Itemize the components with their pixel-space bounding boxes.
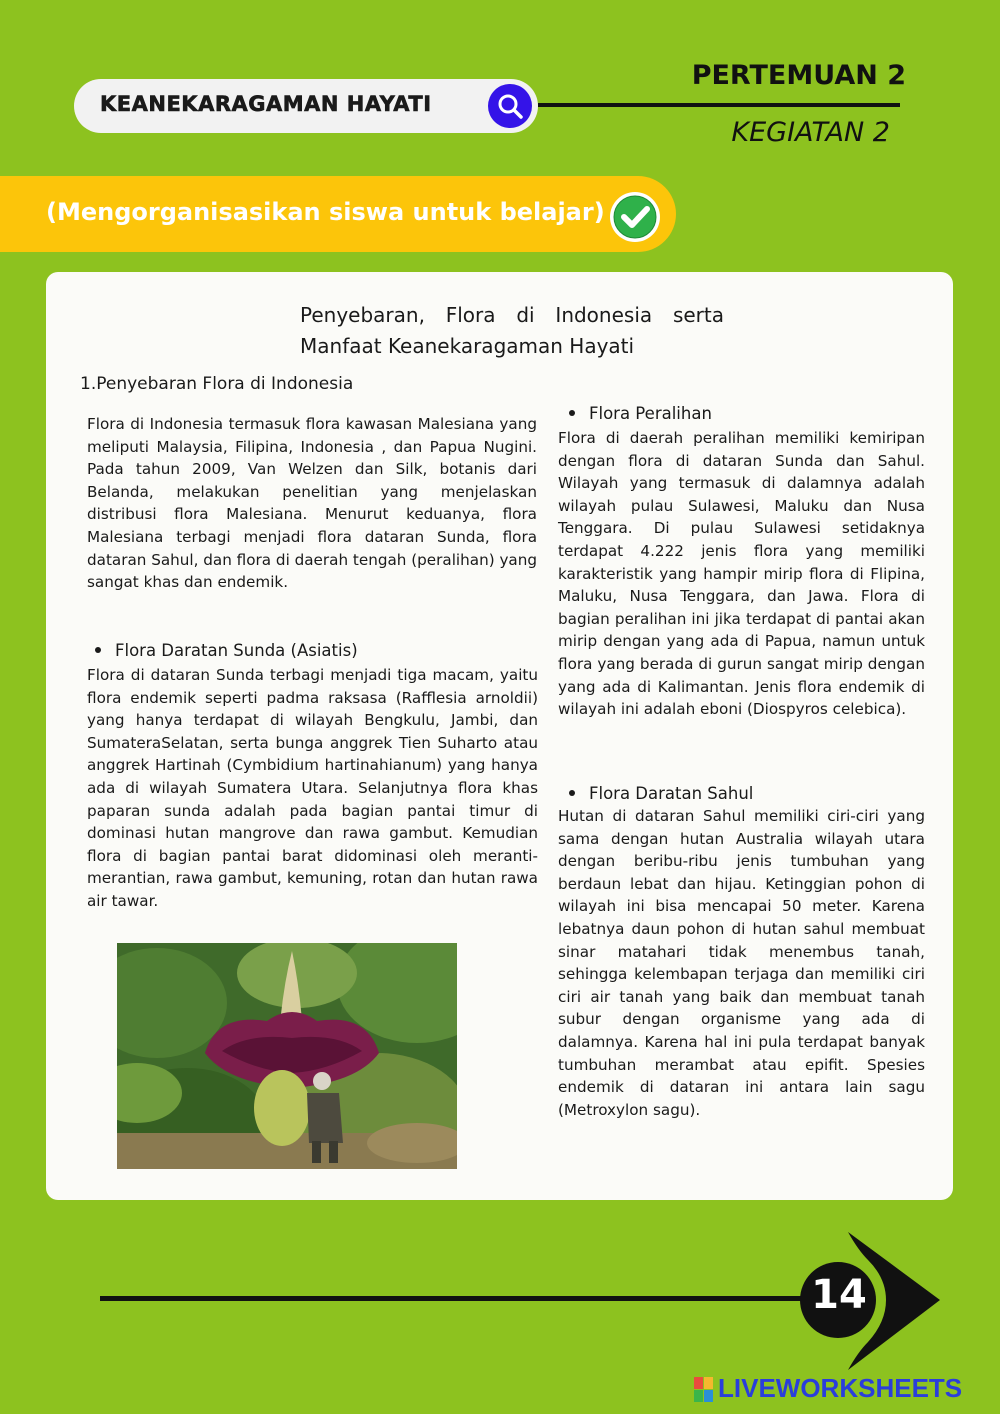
bullet-dot [569, 410, 575, 416]
section-heading: 1.Penyebaran Flora di Indonesia [80, 374, 354, 394]
page-number: 14 [811, 1272, 867, 1318]
header-divider [538, 103, 900, 107]
liveworksheets-logo-icon [694, 1377, 714, 1403]
phase-banner-text: (Mengorganisasikan siswa untuk belajar) [46, 198, 605, 226]
bullet-sunda [95, 641, 358, 660]
activity-label: KEGIATAN 2 [731, 117, 890, 148]
bullet-peralihan [569, 404, 712, 423]
topic-title: KEANEKARAGAMAN HAYATI [100, 92, 432, 116]
sunda-paragraph: Flora di dataran Sunda terbagi menjadi tiga macam, yaitu flora endemik seperti padma raksasa (Rafflesia arnoldii) yang hanya terdapat di wilayah Bengkulu, Jambi, dan SumateraSelatan, serta bunga anggrek Tien Suharto atau anggrek Hartinah (Cymbidium hartinahianum) yang hanya ada di wilayah Sumatera Utara. Selanjutnya flora khas paparan sunda adalah pada bagian pantai timur di dominasi hutan mangrove dan rawa gambut. Kemudian flora di bagian pantai barat didominasi oleh meranti-merantian, rawa gambut, kemuning, rotan dan hutan rawa air tawar. [87, 666, 538, 910]
bullet-sahul-label: Flora Daratan Sahul [589, 784, 754, 803]
meeting-label: PERTEMUAN 2 [691, 60, 906, 91]
intro-paragraph: Flora di Indonesia termasuk flora kawasan Malesiana yang meliputi Malaysia, Filipina, Indonesia , dan Papua Nugini. Pada tahun 2009, Van Welzen dan Silk, botanis dari Belanda, melakukan penelitian yang menjelaskan distribusi flora Malesiana. Menurut keduanya, flora Malesiana terbagi menjadi flora dataran Sunda, flora dataran Sahul, dan flora di daerah tengah (peralihan) yang sangat khas dan endemik. [87, 415, 538, 592]
sahul-paragraph: Hutan di dataran Sahul memiliki ciri-ciri yang sama dengan hutan Australia wilayah utara dengan beribu-ribu jenis tumbuhan yang berdaun lebat dan hijau. Ketinggian pohon di wilayah ini bisa mencapai 50 meter. Karena lebatnya daun pohon di hutan sahul membuat sinar matahari tidak menembus tanah, sehingga kelembapan terjaga dan memiliki ciri ciri air tanah yang baik dan membuat tanah subur dengan organisme yang ada di dalamnya. Karena hal ini pula terdapat banyak tumbuhan merambat atau epifit. Spesies endemik di dataran ini antara lain sagu (Metroxylon sagu). [558, 807, 925, 1119]
page-title: Penyebaran, Flora di Indonesia serta Manfaat Keanekaragaman Hayati [300, 303, 724, 358]
bullet-sunda-label: Flora Daratan Sunda (Asiatis) [115, 641, 358, 660]
bullet-dot [95, 647, 101, 653]
footer-divider [100, 1296, 860, 1301]
bullet-peralihan-label: Flora Peralihan [589, 404, 712, 423]
peralihan-paragraph: Flora di daerah peralihan memiliki kemiripan dengan flora di dataran Sunda dan Sahul. Wilayah yang termasuk di dalamnya adalah wilayah pulau Sulawesi, Maluku dan Nusa Tenggara. Di pulau Sulawesi setidaknya terdapat 4.222 jenis flora yang memiliki karakteristik yang hampir mirip flora di Flipina, Maluku, Nusa Tenggara, dan Jawa. Flora di bagian peralihan ini jika terdapat di pantai akan mirip dengan yang ada di Papua, namun untuk flora yang berada di gurun sangat mirip dengan yang ada di Kalimantan. Jenis flora endemik di wilayah ini adalah eboni (Diospyros celebica). [558, 429, 925, 719]
search-icon[interactable] [488, 84, 532, 128]
bullet-sahul [569, 784, 753, 803]
check-circle-icon [608, 190, 662, 244]
bullet-dot [569, 790, 575, 796]
flora-photo [117, 943, 457, 1169]
liveworksheets-brand[interactable]: LIVEWORKSHEETS [718, 1373, 963, 1403]
